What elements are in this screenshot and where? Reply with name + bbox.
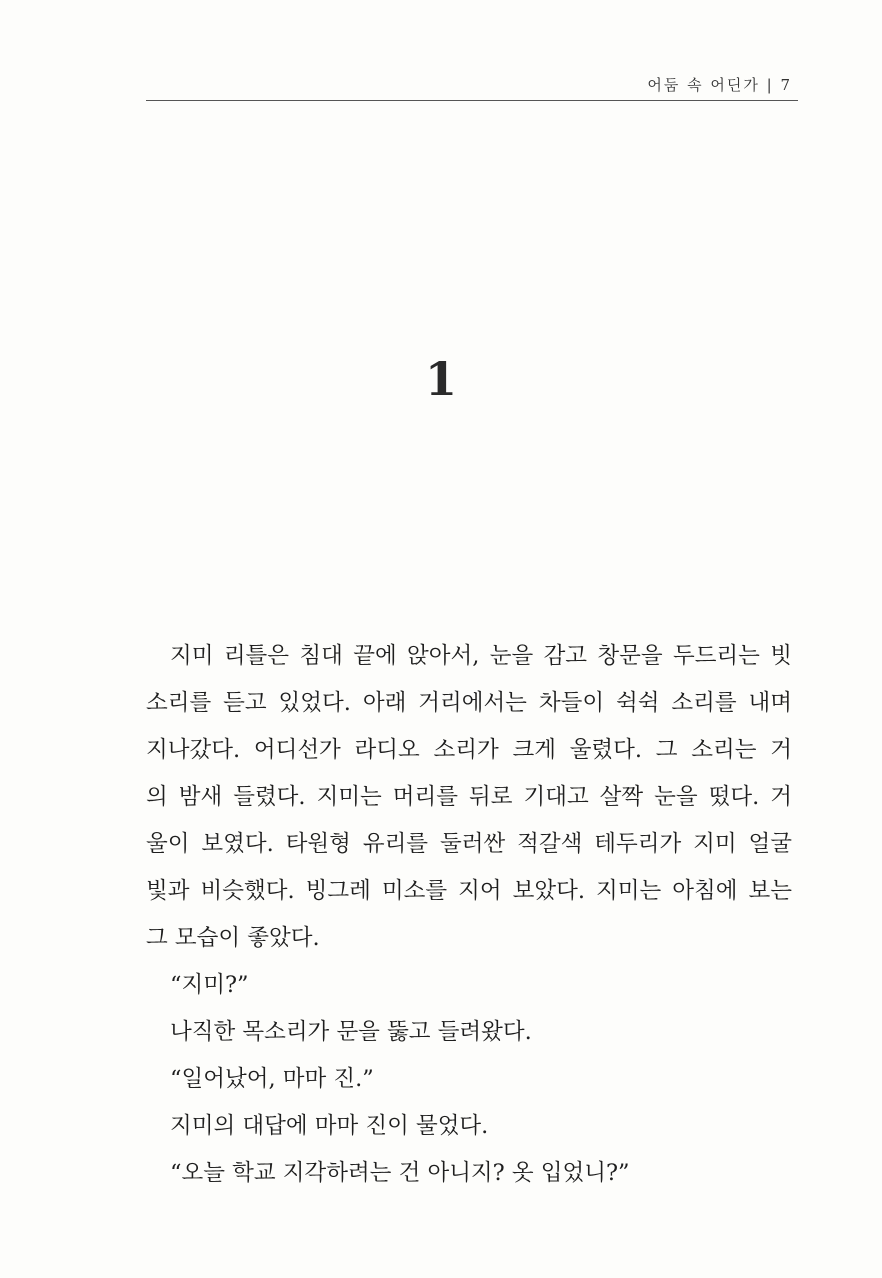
header-separator: | (766, 76, 774, 94)
paragraph-line: 지미 리틀은 침대 끝에 앉아서, 눈을 감고 창문을 두드리는 빗 (170, 643, 792, 669)
header-text (647, 74, 792, 95)
dialogue-line: “지미?” (170, 972, 249, 998)
dialogue-line: 지미의 대답에 마마 진이 물었다. (170, 1113, 489, 1139)
running-header (146, 70, 798, 101)
paragraph-line: 빛과 비슷했다. 빙그레 미소를 지어 보았다. 지미는 아침에 보는 (146, 878, 792, 904)
chapter-number: 1 (424, 352, 457, 406)
paragraph-line: 그 모습이 좋았다. (146, 925, 320, 951)
running-title: 어둠 속 어딘가 (647, 76, 760, 94)
dialogue-line: 나직한 목소리가 문을 뚫고 들려왔다. (170, 1019, 532, 1045)
page-number: 7 (780, 76, 792, 94)
paragraph-line: 지나갔다. 어디선가 라디오 소리가 크게 울렸다. 그 소리는 거 (146, 737, 792, 763)
paragraph-line: 울이 보였다. 타원형 유리를 둘러싼 적갈색 테두리가 지미 얼굴 (146, 831, 792, 857)
dialogue-line: “일어났어, 마마 진.” (170, 1066, 374, 1092)
dialogue-line: “오늘 학교 지각하려는 건 아니지? 옷 입었니?” (170, 1160, 630, 1186)
paragraph-line: 의 밤새 들렸다. 지미는 머리를 뒤로 기대고 살짝 눈을 떴다. 거 (146, 784, 792, 810)
paragraph-line: 소리를 듣고 있었다. 아래 거리에서는 차들이 쉭쉭 소리를 내며 (146, 690, 792, 716)
